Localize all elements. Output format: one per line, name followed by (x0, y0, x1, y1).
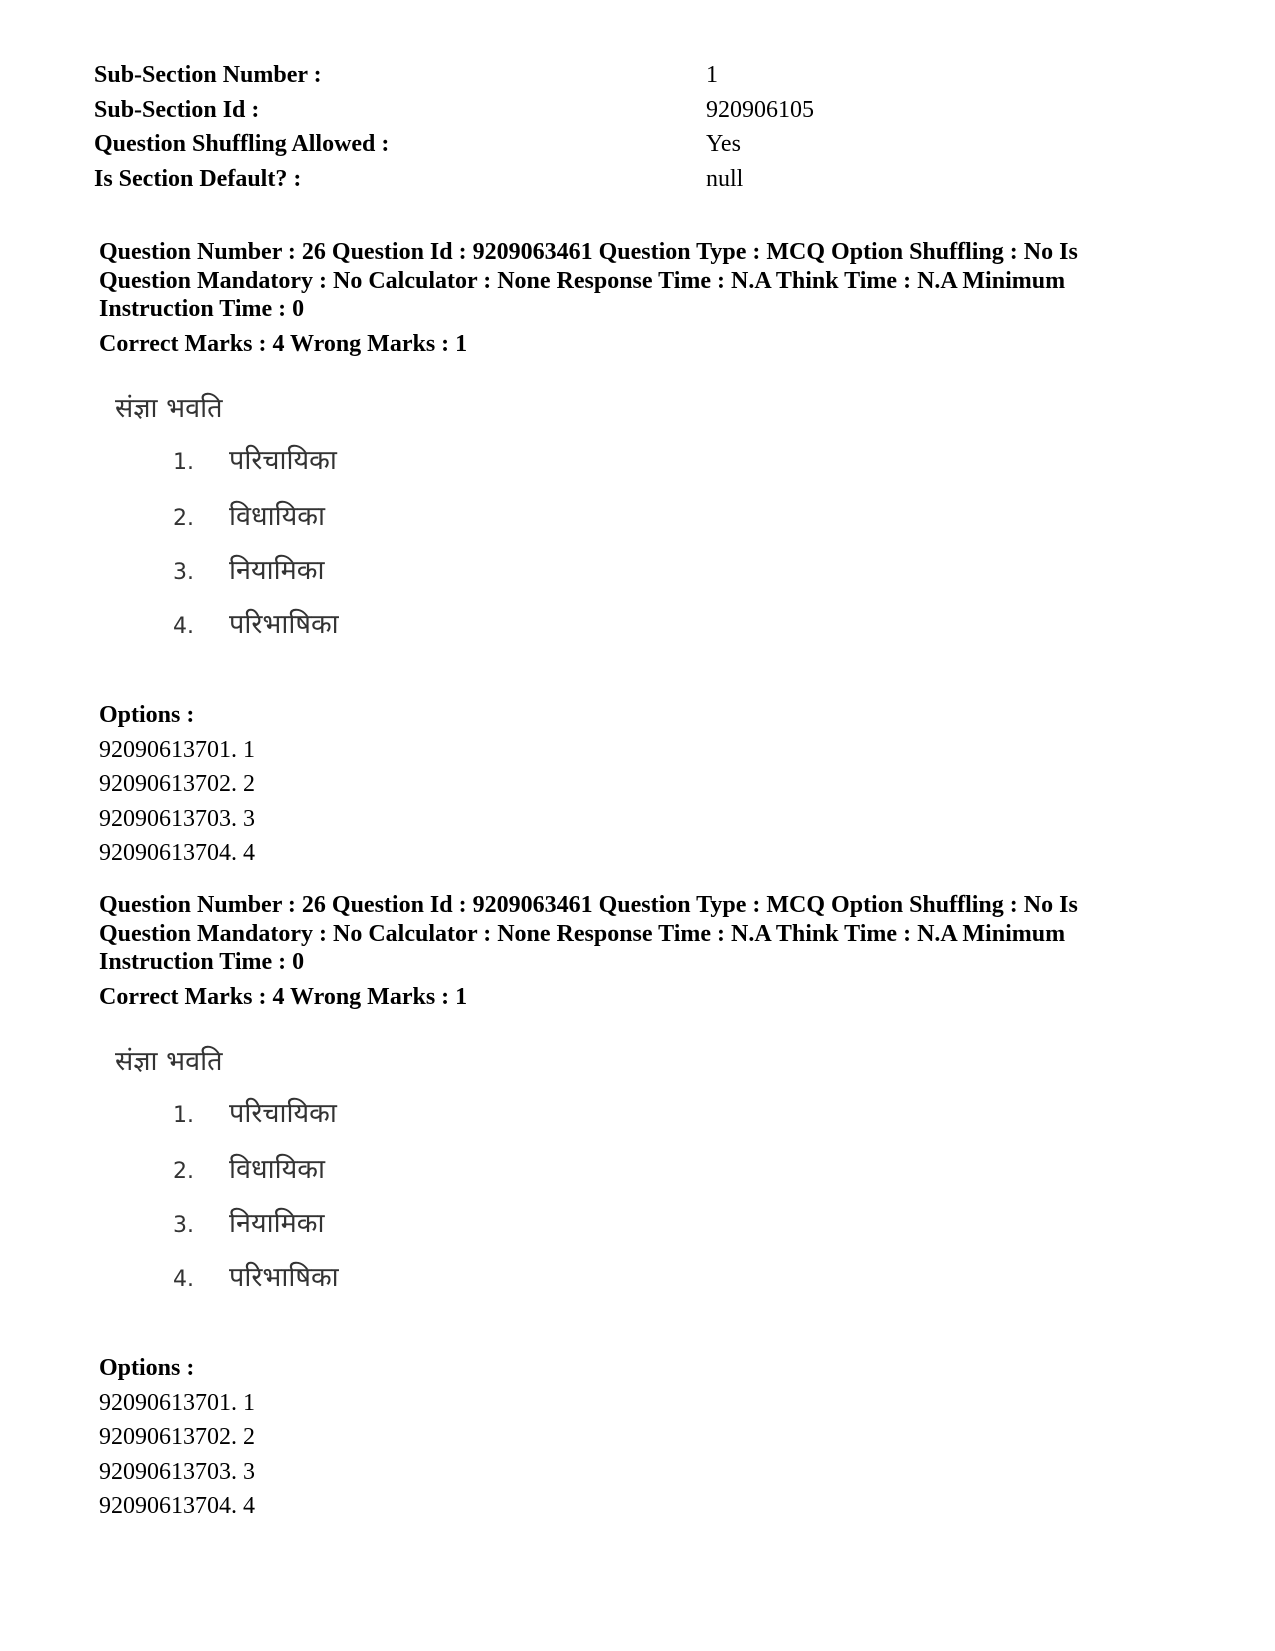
choice-number: 1. (173, 1103, 194, 1128)
question-body (99, 378, 1159, 698)
section-default-label: Is Section Default? : (94, 165, 302, 192)
question-marks: Correct Marks : 4 Wrong Marks : 1 (99, 330, 468, 357)
question-stem: संज्ञा भवति (115, 393, 223, 424)
choice-item (173, 1257, 339, 1294)
question-header: Question Number : 26 Question Id : 9209063461 Question Type : MCQ Option Shuffling : No Is Question Mandatory : No Calculator : None Response Time : N.A Think Time : N.A Minimum Instruction Time : 0 (99, 239, 1078, 322)
choice-text: परिभाषिका (229, 1262, 339, 1293)
subsection-id-row (94, 93, 814, 128)
question-shuffling-value: Yes (706, 131, 741, 157)
choice-text: नियामिका (229, 555, 325, 586)
choice-item (173, 1203, 325, 1240)
choice-number: 3. (173, 560, 194, 585)
choice-number: 2. (173, 506, 194, 531)
option-row: 92090613704. 4 (99, 840, 255, 866)
section-default-row (94, 162, 814, 197)
question-block (99, 238, 1159, 871)
choice-item (173, 604, 339, 641)
question-marks: Correct Marks : 4 Wrong Marks : 1 (99, 983, 468, 1010)
option-row: 92090613701. 1 (99, 1389, 255, 1416)
choice-number: 3. (173, 1213, 194, 1238)
choice-item (173, 1149, 325, 1186)
choice-text: परिचायिका (229, 1098, 337, 1129)
subsection-number-label: Sub-Section Number : (94, 62, 322, 88)
subsection-number-value: 1 (706, 62, 718, 88)
question-body (99, 1031, 1159, 1351)
options-label: Options : (99, 702, 195, 728)
subsection-info (94, 58, 814, 196)
option-row: 92090613703. 3 (99, 805, 255, 832)
question-block (99, 891, 1159, 1524)
subsection-number-row (94, 58, 814, 93)
choice-text: विधायिका (229, 501, 325, 532)
choice-number: 4. (173, 1267, 194, 1292)
choice-number: 1. (173, 450, 194, 475)
choice-item (173, 440, 337, 477)
choice-text: परिभाषिका (229, 609, 339, 640)
choice-item (173, 1093, 337, 1130)
section-default-value: null (706, 165, 744, 192)
option-row: 92090613703. 3 (99, 1458, 255, 1485)
choice-item (173, 496, 325, 533)
choice-number: 4. (173, 614, 194, 639)
question-stem: संज्ञा भवति (115, 1046, 223, 1077)
subsection-id-label: Sub-Section Id : (94, 96, 260, 123)
choice-text: नियामिका (229, 1208, 325, 1239)
option-row: 92090613702. 2 (99, 771, 255, 797)
option-row: 92090613701. 1 (99, 736, 255, 763)
choice-text: विधायिका (229, 1154, 325, 1185)
question-shuffling-row (94, 127, 814, 162)
question-header: Question Number : 26 Question Id : 9209063461 Question Type : MCQ Option Shuffling : No Is Question Mandatory : No Calculator : None Response Time : N.A Think Time : N.A Minimum Instruction Time : 0 (99, 892, 1078, 975)
subsection-id-value: 920906105 (706, 96, 814, 123)
option-row: 92090613702. 2 (99, 1424, 255, 1450)
choice-number: 2. (173, 1159, 194, 1184)
question-shuffling-label: Question Shuffling Allowed : (94, 131, 390, 157)
option-row: 92090613704. 4 (99, 1493, 255, 1519)
options-label: Options : (99, 1355, 195, 1381)
choice-item (173, 550, 325, 587)
choice-text: परिचायिका (229, 445, 337, 476)
